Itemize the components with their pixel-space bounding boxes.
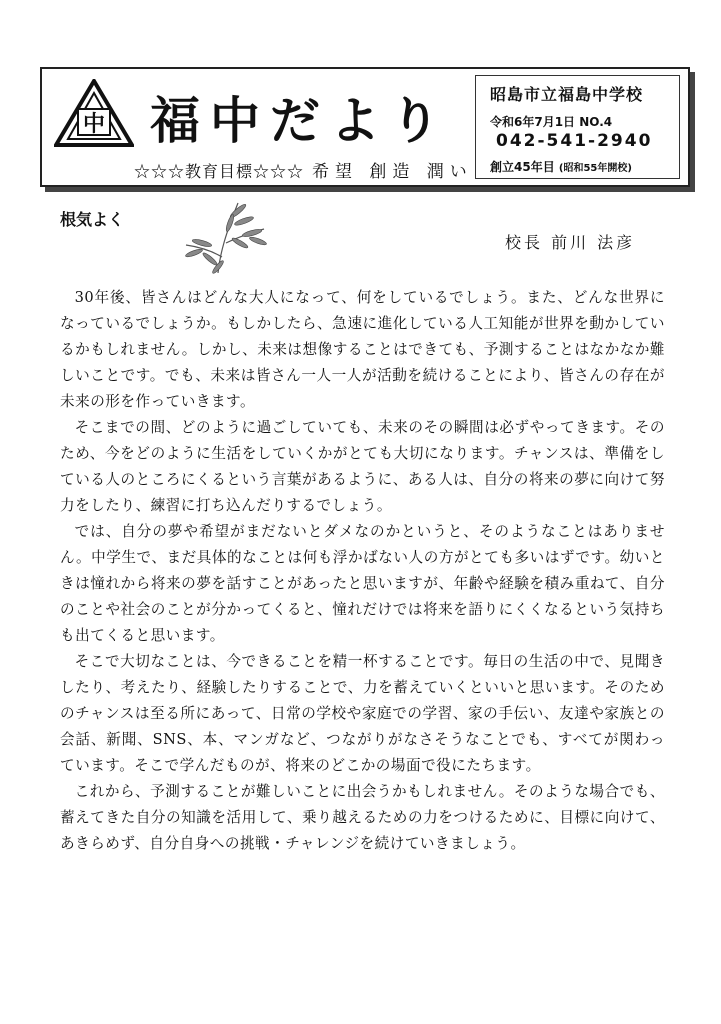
school-name: 昭島市立福島中学校 [490, 85, 644, 104]
article-paragraph: これから、予測することが難しいことに出会うかもしれません。そのような場合でも、蓄えてきた自分の知識を活用して、乗り越えるための力をつけるために、目標に向けて、あきらめず、自分自身への挑戦・チャレンジを続けていきましょう。 [60, 783, 665, 852]
school-emblem-icon [54, 79, 134, 151]
article-paragraph: 30年後、皆さんはどんな大人になって、何をしているでしょう。また、どんな世界になっているでしょうか。もしかしたら、急速に進化している人工知能が世界を動かしているかもしれません。しかし、未来は想像することはできても、予測することはなかなか難しいことです。でも、未来は皆さん一人一人が活動を続けることにより、皆さんの存在が未来の形を作っていきます。 [60, 289, 665, 410]
bamboo-leaf-illustration-icon [178, 193, 268, 275]
founded-info [490, 158, 632, 175]
article-paragraph: では、自分の夢や希望がまだないとダメなのかというと、そのようなことはありません。中学生で、まだ具体的なことは何も浮かばない人の方がとても多いはずです。幼いときは憧れから将来の夢を話すことがあったと思いますが、年齢や経験を積み重ねて、自分のことや社会のことが分かってくると、憧れだけでは将来を語りにくくなるという気持ちも出てくると思います。 [60, 523, 665, 644]
masthead [40, 67, 690, 187]
school-info-box [475, 75, 680, 179]
issue-date-number: 令和6年7月1日 NO.4 [490, 115, 613, 129]
article-heading: 根気よく [60, 210, 125, 229]
motto-label: ☆☆☆教育目標☆☆☆ [134, 162, 305, 181]
article-paragraph: そこで大切なことは、今できることを精一杯することです。毎日の生活の中で、見聞きしたり、考えたり、経験したりすることで、力を蓄えていくといいと思います。そのためのチャンスは至る所にあって、日常の学校や家庭での学習、家の手伝い、友達や家族との会話、新聞、SNS、本、マンガなど、つながりがなさそうなことでも、すべてが関わっています。そこで学んだものが、将来のどこかの場面で役にたちます。 [60, 653, 665, 774]
education-motto: 希望 創造 潤い [312, 162, 473, 182]
article-body [60, 285, 665, 857]
article-paragraph: そこまでの間、どのように過ごしていても、未来のその瞬間は必ずやってきます。そのため、今をどのように生活をしていくかがとても大切になります。チャンスは、準備をしている人のところにくるという言葉があるように、ある人は、自分の将来の夢に向けて努力をしたり、練習に打ち込んだりするでしょう。 [60, 419, 665, 514]
founded-year: 創立45年目 [490, 160, 555, 174]
founded-note: (昭和55年開校) [558, 163, 632, 174]
author-line: 校長 前川 法彦 [505, 233, 636, 252]
emblem-glyph: 中 [82, 112, 106, 137]
phone-number: 042-541-2940 [496, 131, 653, 151]
newsletter-title: 福中だより [150, 92, 450, 150]
